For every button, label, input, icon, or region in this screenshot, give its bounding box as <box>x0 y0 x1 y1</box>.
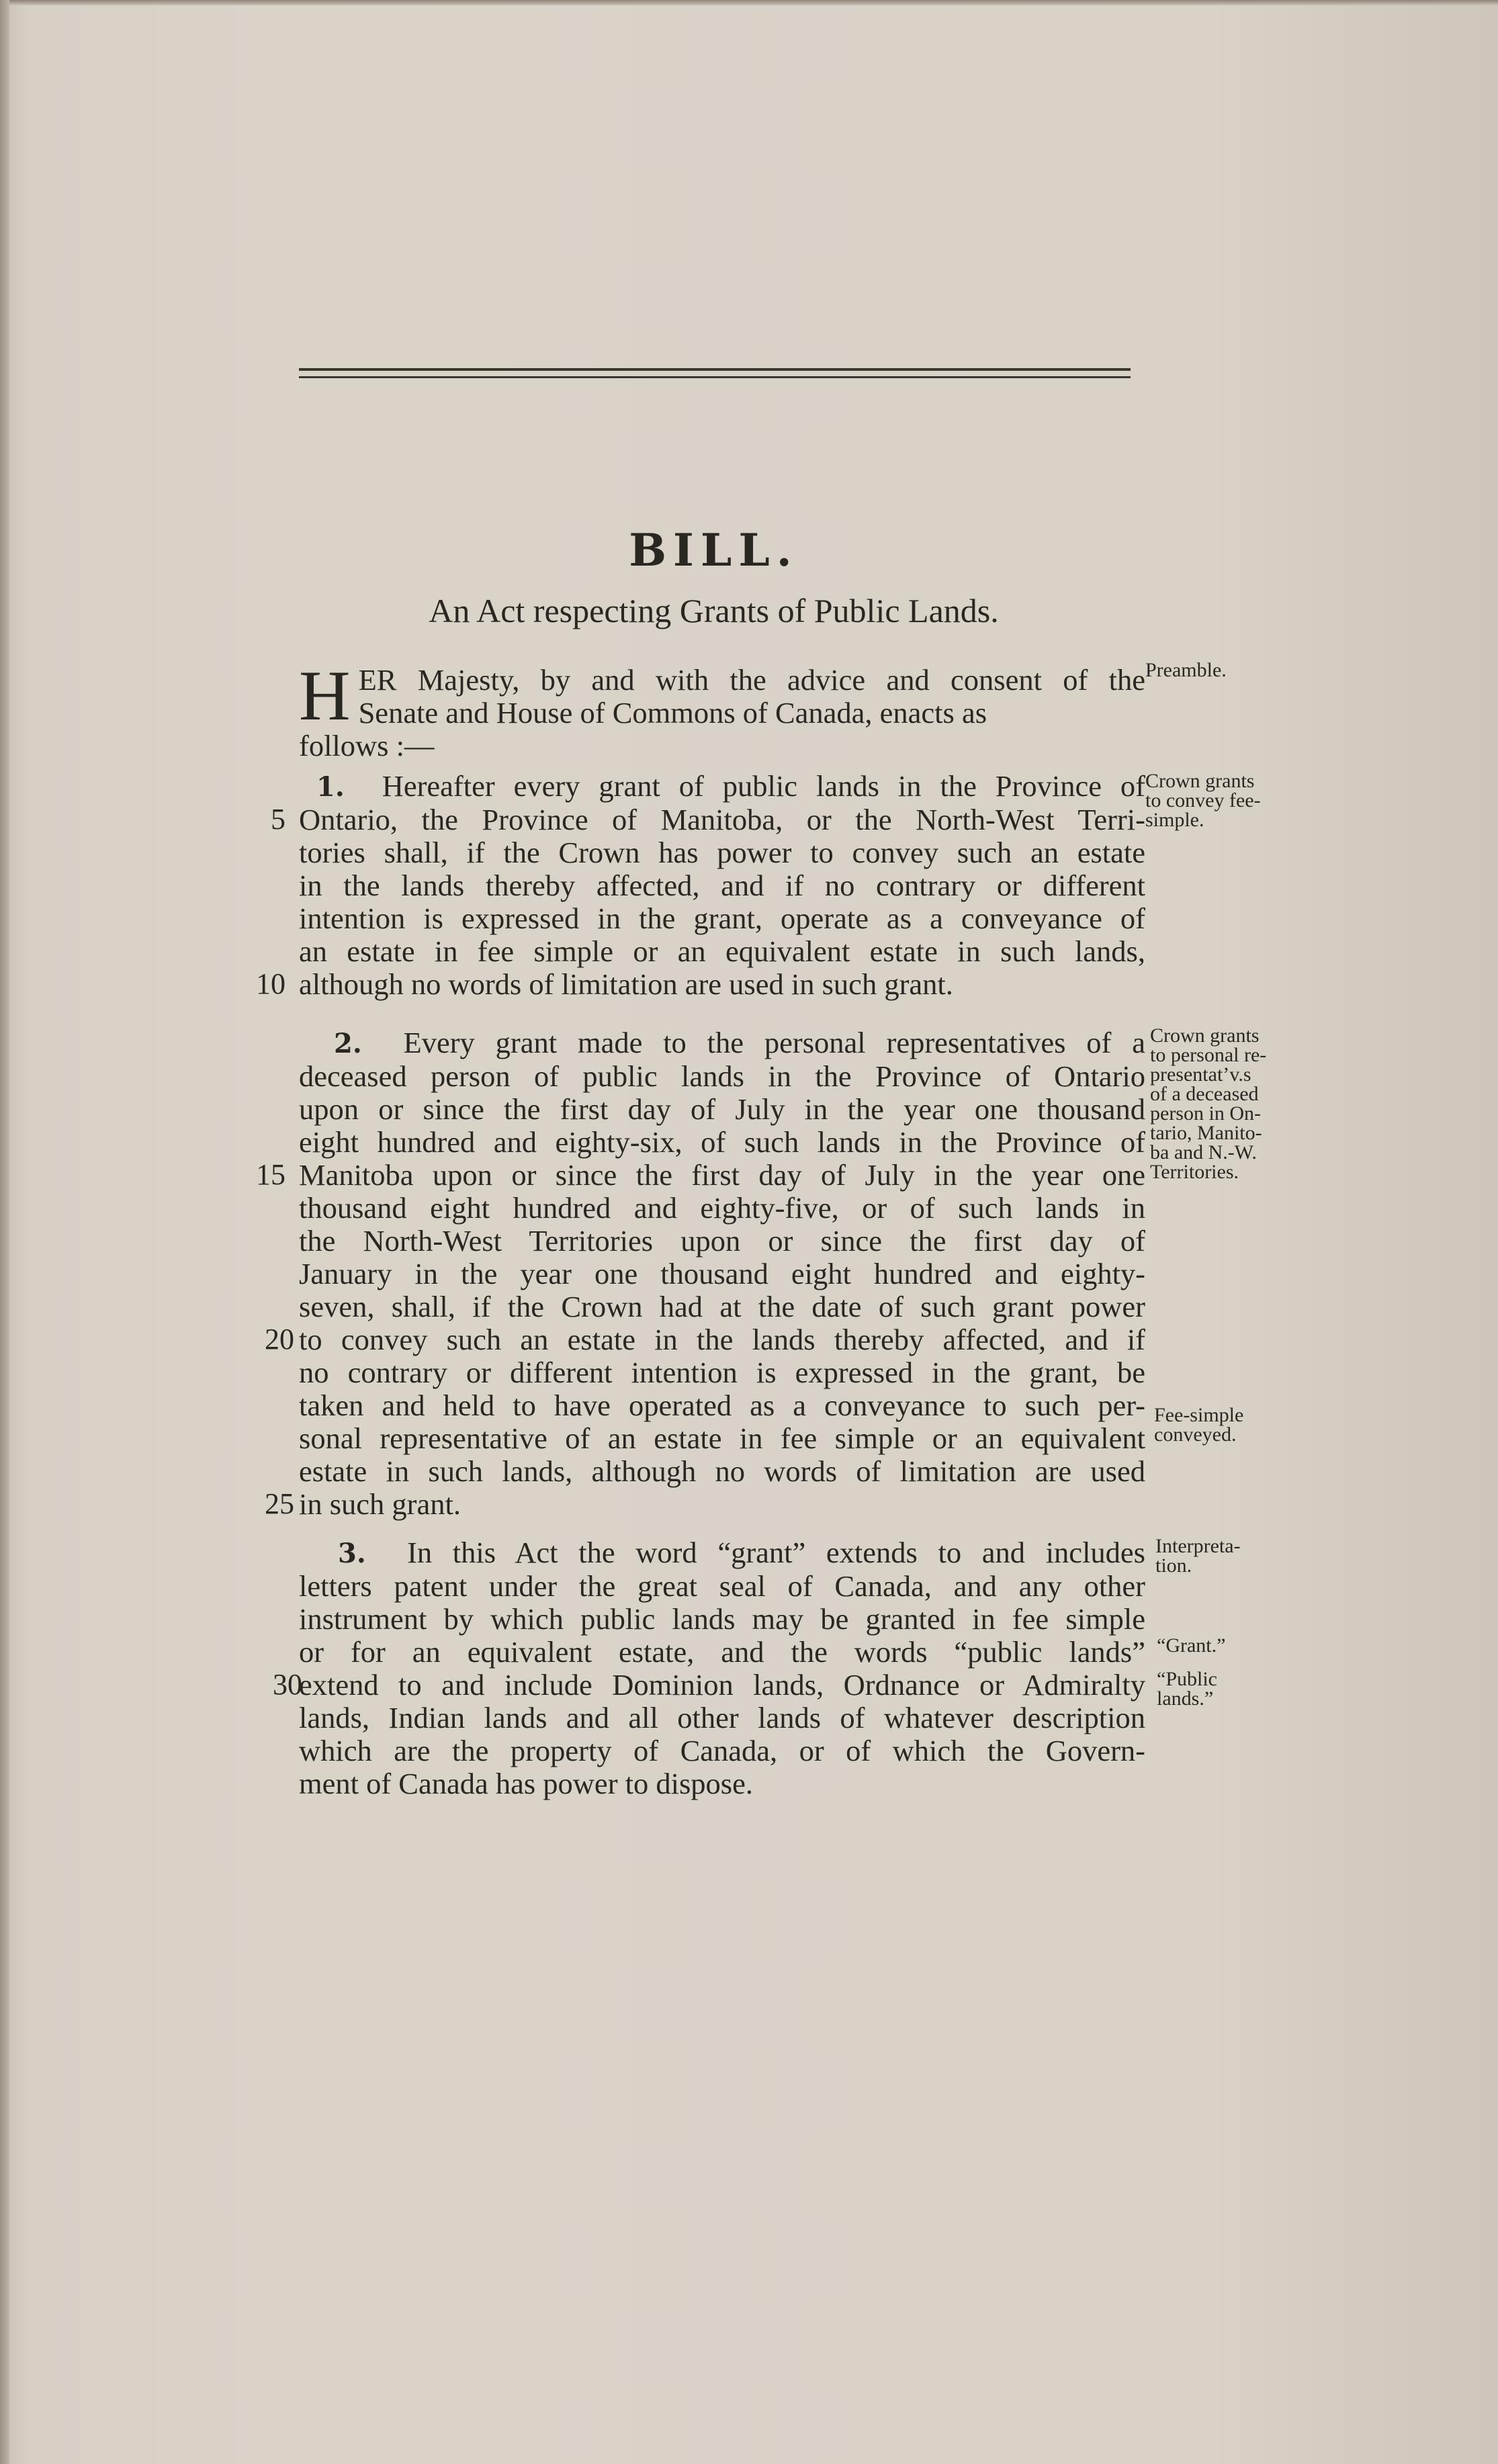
section-line: an estate in fee simple or an equivalent estate in such lands, <box>299 934 1145 968</box>
section-line: Ontario, the Province of Manitoba, or the North-West Terri- <box>299 803 1145 836</box>
section-number: 2. <box>334 1028 362 1059</box>
section-line: in such grant. <box>299 1487 461 1521</box>
preamble-line: Senate and House of Commons of Canada, enacts as <box>358 696 987 730</box>
line-number: 10 <box>256 967 285 1000</box>
line-number: 15 <box>256 1158 285 1191</box>
line-number: 20 <box>265 1323 294 1356</box>
preamble-text <box>299 656 1145 762</box>
section-line: instrument by which public lands may be granted in fee simple <box>299 1602 1145 1636</box>
section-line <box>299 770 1145 803</box>
section-line: estate in such lands, although no words of limitation are used <box>299 1454 1145 1488</box>
bill-title: BILL. <box>629 524 799 576</box>
margin-note-line: to convey fee- <box>1145 789 1261 811</box>
margin-note-line: presentat’v.s <box>1150 1063 1251 1086</box>
line-number: 5 <box>271 803 285 836</box>
margin-note-interpretation <box>1155 1536 1307 1575</box>
section-line: January in the year one thousand eight hundred and eighty- <box>299 1257 1145 1290</box>
header-rule-thin <box>299 376 1131 378</box>
margin-note-line: person in On- <box>1150 1102 1261 1125</box>
margin-note-line: “Public <box>1157 1668 1217 1690</box>
section-line: Manitoba upon or since the first day of July in the year one <box>299 1158 1145 1192</box>
section-line: lands, Indian lands and all other lands of whatever description <box>299 1701 1145 1734</box>
margin-note-personal-representatives <box>1150 1026 1301 1182</box>
page-top-edge <box>0 0 1498 5</box>
margin-note-grant <box>1157 1636 1308 1655</box>
section-line: letters patent under the great seal of Canada, and any other <box>299 1569 1145 1603</box>
section-line: sonal representative of an estate in fee simple or an equivalent <box>299 1421 1145 1455</box>
margin-note-preamble <box>1145 660 1296 680</box>
preamble-dropcap: H <box>299 656 351 735</box>
margin-note-line: “Grant.” <box>1157 1634 1226 1657</box>
margin-note-line: Fee-simple <box>1154 1404 1244 1426</box>
margin-note-line: to personal re- <box>1150 1044 1267 1066</box>
section-line-text: Hereafter every grant of public lands in the Province of <box>382 769 1145 803</box>
margin-note-line: Preamble. <box>1145 659 1227 681</box>
margin-note-crown-grants <box>1145 771 1296 830</box>
section-line: ment of Canada has power to dispose. <box>299 1767 753 1800</box>
section-line: in the lands thereby affected, and if no contrary or different <box>299 869 1145 902</box>
section-line: seven, shall, if the Crown had at the date of such grant power <box>299 1290 1145 1323</box>
section-2 <box>299 1026 1145 1521</box>
section-number: 1. <box>316 771 345 803</box>
margin-note-line: of a deceased <box>1150 1083 1259 1105</box>
margin-note-line: tion. <box>1155 1554 1192 1577</box>
section-line: upon or since the first day of July in the year one thousand <box>299 1092 1145 1126</box>
margin-note-public-lands <box>1157 1669 1308 1708</box>
margin-note-line: simple. <box>1145 809 1204 831</box>
section-line: to convey such an estate in the lands thereby affected, and if <box>299 1323 1145 1356</box>
section-3 <box>299 1536 1145 1800</box>
margin-note-fee-simple <box>1154 1405 1305 1444</box>
section-line: intention is expressed in the grant, operate as a conveyance of <box>299 901 1145 935</box>
section-line: no contrary or different intention is expressed in the grant, be <box>299 1356 1145 1389</box>
section-line: thousand eight hundred and eighty-five, or of such lands in <box>299 1191 1145 1225</box>
section-number: 3. <box>338 1538 366 1569</box>
section-line: the North-West Territories upon or since the first day of <box>299 1224 1145 1258</box>
section-line-text: In this Act the word “grant” extends to and includes <box>407 1536 1145 1569</box>
section-line: extend to and include Dominion lands, Ordnance or Admiralty <box>299 1668 1145 1702</box>
line-number: 30 <box>273 1668 302 1701</box>
margin-note-line: conveyed. <box>1154 1423 1237 1446</box>
margin-note-line: Crown grants <box>1150 1024 1260 1047</box>
section-line: eight hundred and eighty-six, of such lands in the Province of <box>299 1125 1145 1159</box>
header-rule-thick <box>299 368 1131 371</box>
section-line-text: Every grant made to the personal representatives of a <box>403 1026 1145 1059</box>
section-line <box>299 1536 1145 1570</box>
section-line: which are the property of Canada, or of which the Govern- <box>299 1734 1145 1767</box>
section-line: deceased person of public lands in the Province of Ontario <box>299 1059 1145 1093</box>
margin-note-line: lands.” <box>1157 1687 1214 1710</box>
section-line: taken and held to have operated as a conveyance to such per- <box>299 1389 1145 1422</box>
section-line: or for an equivalent estate, and the words “public lands” <box>299 1635 1145 1669</box>
preamble-line: follows :— <box>299 729 435 762</box>
margin-note-line: Interpreta- <box>1155 1535 1241 1557</box>
page-binding-edge <box>0 0 9 2464</box>
preamble-line: ER Majesty, by and with the advice and consent of the <box>358 663 1145 697</box>
margin-note-line: Crown grants <box>1145 770 1255 792</box>
section-line: although no words of limitation are used in such grant. <box>299 967 953 1001</box>
margin-note-line: ba and N.-W. <box>1150 1141 1257 1163</box>
section-line: tories shall, if the Crown has power to convey such an estate <box>299 836 1145 869</box>
line-number: 25 <box>265 1487 294 1520</box>
section-1 <box>299 770 1145 1001</box>
bill-subtitle: An Act respecting Grants of Public Lands. <box>429 592 999 629</box>
margin-note-line: tario, Manito- <box>1150 1122 1262 1144</box>
margin-note-line: Territories. <box>1150 1161 1239 1183</box>
section-line <box>299 1026 1145 1060</box>
